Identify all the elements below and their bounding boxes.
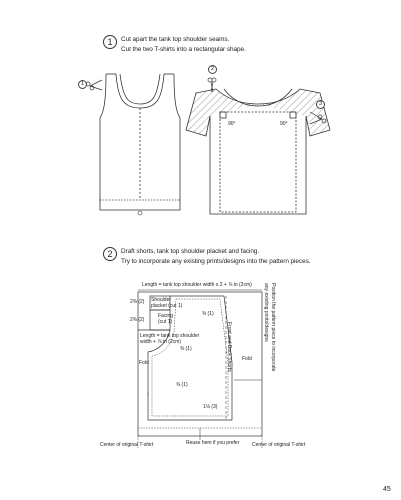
step-1-number: 1 xyxy=(103,35,117,49)
step-2-line1: Draft shorts, tank top shoulder placket and facing. xyxy=(121,248,260,255)
seam-allowance-a: ⅜ (1) xyxy=(202,311,214,317)
shoulder-placket-label2: placket (cut 1) xyxy=(151,303,183,309)
reuse-hem-label: Reuse hem if you prefer xyxy=(186,440,240,446)
marker-2: 2 xyxy=(208,65,217,74)
angle-right: 90° xyxy=(280,121,288,127)
position-note-2: any existing prints/designs xyxy=(263,283,269,342)
step-1-line2: Cut the two T-shirts into a rectangular shape. xyxy=(121,46,246,53)
shoulder-placket-label: Shoulder xyxy=(151,297,172,303)
scissors-icon xyxy=(86,80,102,90)
fold-right-label: Fold xyxy=(242,356,252,362)
hem-allowance: 1⅛ (3) xyxy=(203,404,218,410)
center-left-label: Center of original T-shirt xyxy=(100,442,154,448)
step-2-line2: Try to incorporate any existing prints/designs into the pattern pieces. xyxy=(121,258,311,265)
front-back-label: Front and Back Shorts xyxy=(226,322,232,372)
angle-left: 90° xyxy=(228,121,236,127)
marker-3: 3 xyxy=(316,100,325,109)
facing-label2: (cut 1) xyxy=(158,319,173,325)
length-side-label: Length = tank top shoulder xyxy=(140,333,200,339)
seam-allowance-b: ⅜ (1) xyxy=(180,346,192,352)
fold-left-label: Fold xyxy=(139,360,149,366)
page-number: 45 xyxy=(383,486,391,493)
dimension-2b: 2⅜ (2) xyxy=(130,317,145,323)
length-top-label: Length = tank top shoulder width x 2 + ⅞ in (2cm) xyxy=(142,282,252,288)
position-note-1: Position the pattern piece to incorporate xyxy=(270,283,276,372)
step-2-number: 2 xyxy=(103,247,117,261)
marker-1: 1 xyxy=(78,80,87,89)
length-side-label2: width + ⅞ in (2cm) xyxy=(140,339,181,345)
dimension-2a: 2⅜ (2) xyxy=(130,299,145,305)
seam-allowance-c: ⅜ (1) xyxy=(176,382,188,388)
tank-top-drawing xyxy=(100,74,180,210)
center-right-label: Center of original T-shirt xyxy=(252,442,306,448)
tshirt-drawing xyxy=(186,89,330,214)
step-1-line1: Cut apart the tank top shoulder seams. xyxy=(121,36,230,43)
pattern-drawing xyxy=(138,290,262,448)
facing-label: Facing xyxy=(158,313,174,319)
